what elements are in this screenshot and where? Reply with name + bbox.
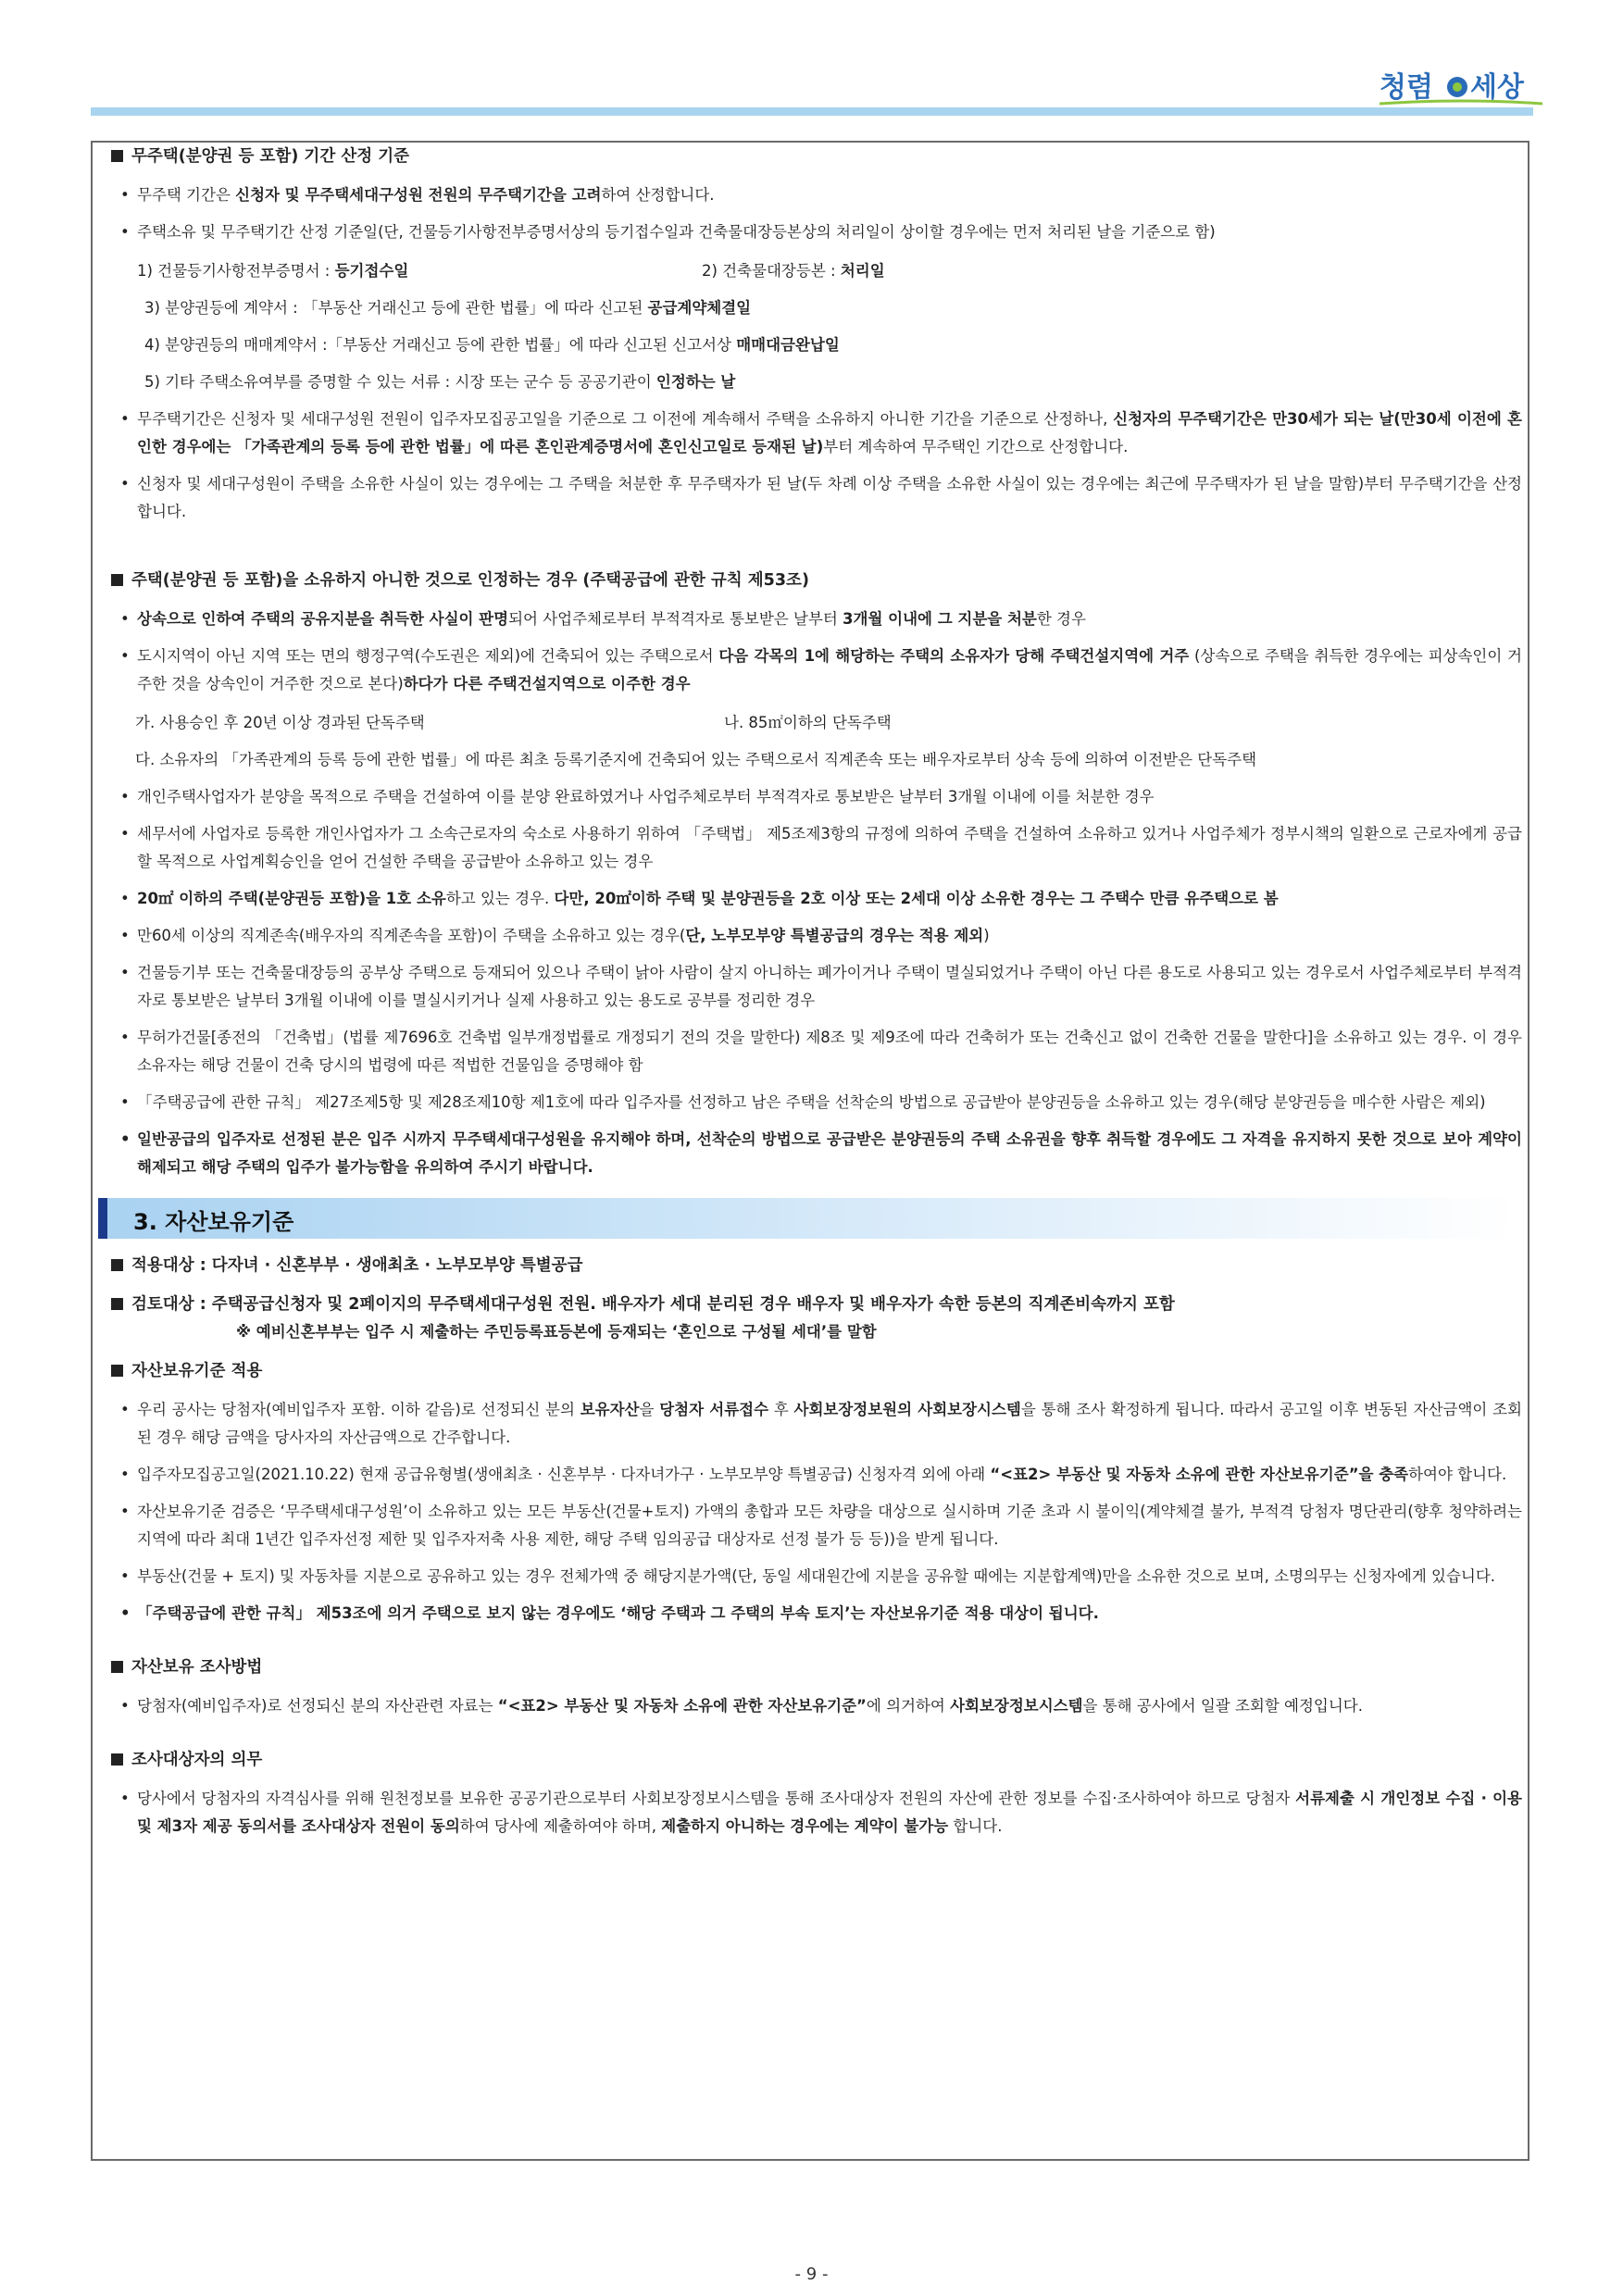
bullet: • 자산보유기준 검증은 ‘무주택세대구성원’이 소유하고 있는 모든 부동산(건물+토지) 가액의 총합과 모든 차량을 대상으로 실시하며 기준 초과 시 불이익(계약체결 불가, 부적격 당첨자 명단관리(향후 청약하려는 지역에 따라 최대 1년간 입주자선정 제한 및 입주자저축 사용 제한, 해당 주택 임의공급 대상자로 선정 불가 등 등))을 받게 됩니다. bbox=[120, 1503, 1522, 1548]
bullet: • 입주자모집공고일(2021.10.22) 현재 공급유형별(생애최초 · 신혼부부 · 다자녀가구 · 노부모부양 특별공급) 신청자격 외에 아래 “<표2> 부동산 및 자동차 소유에 관한 자산보유기준”을 충족하여야 합니다. bbox=[120, 1466, 1507, 1483]
heading-asset-survey: 자산보유 조사방법 bbox=[104, 1653, 1529, 1681]
date-basis-row: 1) 건물등기사항전부증명서 : 등기접수일 2) 건축물대장등본 : 처리일 bbox=[137, 262, 885, 280]
bullet: • 세무서에 사업자로 등록한 개인사업자가 그 소속근로자의 숙소로 사용하기 위하여 「주택법」 제5조제3항의 규정에 의하여 주택을 건설하여 소유하고 있거나 사업주체가 정부시책의 일환으로 근로자에게 공급할 목적으로 사업계획승인을 얻어 건설한 주택을 공급받아 소유하고 있는 경우 bbox=[120, 825, 1522, 870]
logo bbox=[1380, 61, 1546, 109]
bullet: • 만60세 이상의 직계존속(배우자의 직계존속을 포함)이 주택을 소유하고 있는 경우(단, 노부모부양 특별공급의 경우는 적용 제외) bbox=[120, 927, 990, 944]
bullet: • 신청자 및 세대구성원이 주택을 소유한 사실이 있는 경우에는 그 주택을 처분한 후 무주택자가 된 날(두 차례 이상 주택을 소유한 사실이 있는 경우에는 최근에 무주택자가 된 날을 말함)부터 무주택기간을 산정합니다. bbox=[120, 475, 1522, 520]
bullet: • 무주택기간은 신청자 및 세대구성원 전원이 입주자모집공고일을 기준으로 그 이전에 계속해서 주택을 소유하지 아니한 기간을 기준으로 산정하나, 신청자의 무주택기간은 만30세가 되는 날(만30세 이전에 혼인한 경우에는 「가족관계의 등록 등에 관한 법률」에 따른 혼인관계증명서에 혼인신고일로 등재된 날)부터 계속하여 무주택인 기간으로 산정합니다. bbox=[120, 410, 1522, 455]
list-item: 5) 기타 주택소유여부를 증명할 수 있는 서류 : 시장 또는 군수 등 공공기관이 인정하는 날 bbox=[144, 373, 736, 391]
bullet: • 우리 공사는 당첨자(예비입주자 포함. 이하 같음)로 선정되신 분의 보유자산을 당첨자 서류접수 후 사회보장정보원의 사회보장시스템을 통해 조사 확정하게 됩니다. 따라서 공고일 이후 변동된 자산금액이 조회된 경우 해당 금액을 당사자의 자산금액으로 간주합니다. bbox=[120, 1401, 1522, 1446]
header-rule bbox=[91, 107, 1533, 116]
note: ※ 예비신혼부부는 입주 시 제출하는 주민등록표등본에 등재되는 ‘혼인으로 구성될 세대’를 말함 bbox=[236, 1323, 877, 1341]
bullet: • 주택소유 및 무주택기간 산정 기준일(단, 건물등기사항전부증명서상의 등기접수일과 건축물대장등본상의 처리일이 상이할 경우에는 먼저 처리된 날을 기준으로 함) bbox=[120, 223, 1216, 241]
bullet: • 20㎡ 이하의 주택(분양권등 포함)을 1호 소유하고 있는 경우. 다만, 20㎡이하 주택 및 분양권등을 2호 이상 또는 2세대 이상 소유한 경우는 그 주택수 만큼 유주택으로 봄 bbox=[120, 890, 1279, 907]
svg-text:세상: 세상 bbox=[1470, 71, 1524, 104]
section-title: 3. 자산보유기준 bbox=[133, 1209, 294, 1235]
page-number: - 9 - bbox=[794, 2265, 829, 2284]
bullet: • 「주택공급에 관한 규칙」 제27조제5항 및 제28조제10항 제1호에 따라 입주자를 선정하고 남은 주택을 선착순의 방법으로 공급받아 분양권등을 소유하고 있는 경우(해당 분양권등을 매수한 사람은 제외) bbox=[120, 1093, 1486, 1111]
heading-not-owned-cases: 주택(분양권 등 포함)을 소유하지 아니한 것으로 인정하는 경우 (주택공급에 관한 규칙 제53조) bbox=[104, 567, 1529, 594]
list-item: 3) 분양권등에 계약서 : 「부동산 거래신고 등에 관한 법률」에 따라 신고된 공급계약체결일 bbox=[144, 299, 752, 317]
svg-text:청렴: 청렴 bbox=[1380, 71, 1433, 104]
heading-no-house-period: 무주택(분양권 등 포함) 기간 산정 기준 bbox=[104, 143, 1529, 170]
bullet: • 건물등기부 또는 건축물대장등의 공부상 주택으로 등재되어 있으나 주택이 낡아 사람이 살지 아니하는 폐가이거나 주택이 멸실되었거나 주택이 아닌 다른 용도로 사용되고 있는 경우로서 사업주체로부터 부적격자로 통보받은 날부터 3개월 이내에 이를 멸실시키거나 실제 사용하고 있는 용도로 공부를 정리한 경우 bbox=[120, 964, 1522, 1009]
bullet: • 일반공급의 입주자로 선정된 분은 입주 시까지 무주택세대구성원을 유지해야 하며, 선착순의 방법으로 공급받은 분양권등의 주택 소유권을 향후 취득할 경우에도 그 자격을 유지하지 못한 것으로 보아 계약이 해제되고 해당 주택의 입주가 불가능함을 유의하여 주시기 바랍니다. bbox=[120, 1130, 1522, 1176]
list-item: 다. 소유자의 「가족관계의 등록 등에 관한 법률」에 따른 최초 등록기준지에 건축되어 있는 주택으로서 직계존속 또는 배우자로부터 상속 등에 의하여 이전받은 단독주택 bbox=[135, 751, 1257, 768]
list-item: 4) 분양권등의 매매계약서 :「부동산 거래신고 등에 관한 법률」에 따라 신고된 신고서상 매매대금완납일 bbox=[144, 336, 840, 354]
bullet: • 개인주택사업자가 분양을 목적으로 주택을 건설하여 이를 분양 완료하였거나 사업주체로부터 부적격자로 통보받은 날부터 3개월 이내에 이를 처분한 경우 bbox=[120, 788, 1155, 805]
heading-asset-apply: 자산보유기준 적용 bbox=[104, 1357, 1529, 1385]
bullet: • 당첨자(예비입주자)로 선정되신 분의 자산관련 자료는 “<표2> 부동산 및 자동차 소유에 관한 자산보유기준”에 의거하여 사회보장정보시스템을 통해 공사에서 일괄 조회할 예정입니다. bbox=[120, 1697, 1363, 1715]
heading-obligation: 조사대상자의 의무 bbox=[104, 1746, 1529, 1774]
house-type-row: 가. 사용승인 후 20년 이상 경과된 단독주택 나. 85㎡이하의 단독주택 bbox=[135, 714, 892, 731]
bullet: • 도시지역이 아닌 지역 또는 면의 행정구역(수도권은 제외)에 건축되어 있는 주택으로서 다음 각목의 1에 해당하는 주택의 소유자가 당해 주택건설지역에 거주 (상속으로 주택을 취득한 경우에는 피상속인이 거주한 것을 상속인이 거주한 것으로 본다)하다가 다른 주택건설지역으로 이주한 경우 bbox=[120, 647, 1522, 693]
bullet: • 상속으로 인하여 주택의 공유지분을 취득한 사실이 판명되어 사업주체로부터 부적격자로 통보받은 날부터 3개월 이내에 그 지분을 처분한 경우 bbox=[120, 610, 1086, 628]
bullet: • 무허가건물[종전의 「건축법」(법률 제7696호 건축법 일부개정법률로 개정되기 전의 것을 말한다) 제8조 및 제9조에 따라 건축허가 또는 건축신고 없이 건축한 건물을 말한다]을 소유하고 있는 경우. 이 경우 소유자는 해당 건물이 건축 당시의 법령에 따른 적법한 건물임을 증명해야 함 bbox=[120, 1029, 1522, 1074]
heading-target: 적용대상 : 다자녀 · 신혼부부 · 생애최초 · 노부모부양 특별공급 bbox=[104, 1252, 1529, 1279]
page-content bbox=[104, 139, 1529, 1841]
heading-review-target: 검토대상 : 주택공급신청자 및 2페이지의 무주택세대구성원 전원. 배우자가 세대 분리된 경우 배우자 및 배우자가 속한 등본의 직계존비속까지 포함 bbox=[104, 1291, 1529, 1318]
bullet: • 부동산(건물 + 토지) 및 자동차를 지분으로 공유하고 있는 경우 전체가액 중 해당지분가액(단, 동일 세대원간에 지분을 공유할 때에는 지분합계액)만을 소유한 것으로 보며, 소명의무는 신청자에게 있습니다. bbox=[120, 1567, 1495, 1585]
bullet: • 「주택공급에 관한 규칙」 제53조에 의거 주택으로 보지 않는 경우에도 ‘해당 주택과 그 주택의 부속 토지’는 자산보유기준 적용 대상이 됩니다. bbox=[120, 1604, 1099, 1622]
section-title-bar bbox=[98, 1198, 1521, 1239]
bullet: • 당사에서 당첨자의 자격심사를 위해 원천정보를 보유한 공공기관으로부터 사회보장정보시스템을 통해 조사대상자 전원의 자산에 관한 정보를 수집·조사하여야 하므로 당첨자 서류제출 시 개인정보 수집 · 이용 및 제3자 제공 동의서를 조사대상자 전원이 동의하여 당사에 제출하여야 하며, 제출하지 아니하는 경우에는 계약이 불가능 합니다. bbox=[120, 1790, 1522, 1835]
bullet: • 무주택 기간은 신청자 및 무주택세대구성원 전원의 무주택기간을 고려하여 산정합니다. bbox=[120, 186, 715, 204]
